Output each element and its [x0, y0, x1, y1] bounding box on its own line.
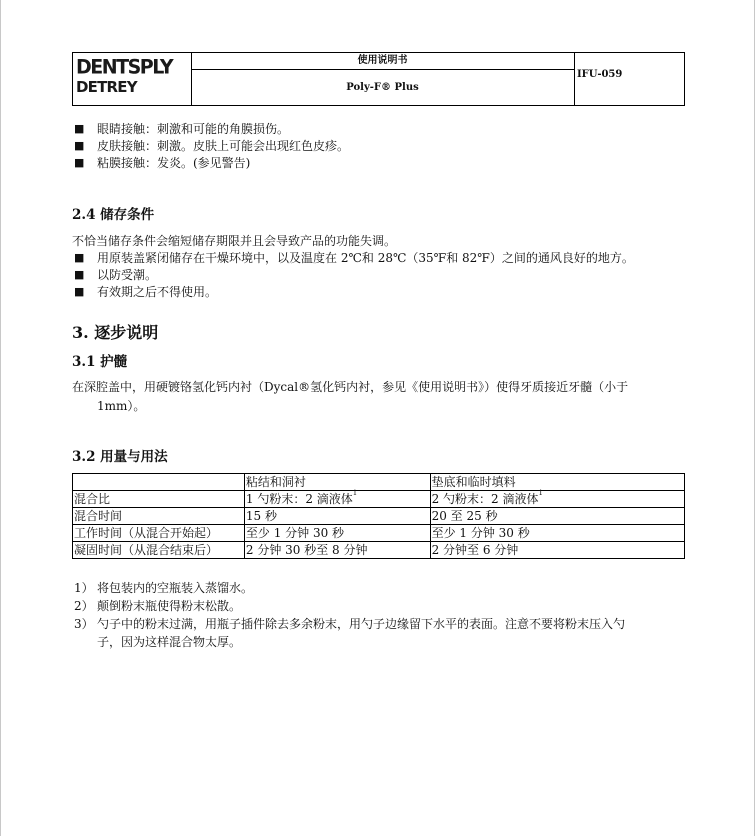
step-text: 将包装内的空瓶装入蒸馏水。: [97, 581, 254, 595]
table-cell: [430, 491, 684, 508]
table-header-cell: 粘结和洞衬: [244, 474, 430, 491]
table-cell: [244, 491, 430, 508]
storage-bullet-3: 有效期之后不得使用。: [97, 285, 218, 299]
step-text-continued: 子，因为这样混合物太厚。: [97, 635, 242, 649]
bullet-square-icon: ■: [74, 251, 85, 264]
storage-bullet-2: 以防受潮。: [97, 268, 158, 282]
table-cell: 至少 1 分钟 30 秒: [430, 525, 684, 542]
bullet-square-icon: ■: [74, 139, 85, 152]
bullet-square-icon: ■: [74, 156, 85, 169]
table-row: [73, 508, 685, 525]
section-2-4-intro: 不恰当储存条件会缩短储存期限并且会导致产品的功能失调。: [72, 234, 397, 248]
hazard-bullet-2: 皮肤接触：刺激。皮肤上可能会出现红色皮疹。: [97, 139, 350, 153]
table-cell: 工作时间（从混合开始起）: [73, 525, 245, 542]
hazard-bullet-1: 眼睛接触：刺激和可能的角膜损伤。: [97, 122, 290, 136]
table-cell: 凝固时间（从混合结束后）: [73, 542, 245, 559]
section-3-1-heading: 3.1 护髓: [72, 354, 128, 370]
table-header-row: [73, 474, 685, 491]
table-header-cell: 垫底和临时填料: [430, 474, 684, 491]
footnote-mark: 1: [352, 489, 358, 497]
footnote-mark: 1: [538, 489, 543, 497]
hazard-bullet-3: 粘膜接触：发炎。(参见警告): [97, 156, 251, 170]
company-logo: [73, 53, 192, 105]
table-cell: 至少 1 分钟 30 秒: [244, 525, 430, 542]
storage-bullet-1: 用原装盖紧闭储存在干燥环境中，以及温度在 2℃和 28℃（35℉和 82℉）之间的通风良好的地方。: [97, 251, 634, 265]
logo-line-2: DETREY: [76, 78, 137, 96]
table-cell: 2 分钟至 6 分钟: [430, 542, 684, 559]
table-cell: 20 至 25 秒: [430, 508, 684, 525]
section-3-1-text-line2: 1mm）。: [97, 399, 146, 413]
page-left-edge: [0, 0, 1, 836]
section-3-1-text-line1: 在深腔盖中，用硬镀铬氢化钙内衬（Dycal®氢化钙内衬，参见《使用说明书》）使得牙质接近牙髓（小于: [72, 380, 629, 394]
doc-code: IFU-059: [577, 69, 623, 80]
bullet-square-icon: ■: [74, 285, 85, 298]
table-cell: 15 秒: [244, 508, 430, 525]
logo-line-1: DENTSPLY: [76, 55, 173, 79]
table-cell-text: 1 勺粉末：2 滴液体: [245, 492, 353, 506]
section-2-4-heading: 2.4 储存条件: [72, 207, 155, 223]
table-row: [73, 542, 685, 559]
bullet-square-icon: ■: [74, 268, 85, 281]
table-row: [73, 491, 685, 508]
table-cell: 混合时间: [73, 508, 245, 525]
section-3-heading: 3. 逐步说明: [72, 323, 159, 342]
doc-type: 使用说明书: [191, 53, 574, 70]
table-cell-text: 2 勺粉末：2 滴液体: [431, 492, 539, 506]
table-cell: 混合比: [73, 491, 245, 508]
step-text: 勺子中的粉末过满，用瓶子插件除去多余粉末，用勺子边缘留下水平的表面。注意不要将粉末压入勺: [97, 617, 626, 631]
step-number: 2）: [74, 599, 94, 613]
document-header: [72, 52, 685, 106]
usage-table: [72, 473, 685, 559]
step-number: 3）: [74, 617, 94, 631]
product-name: Poly-F® Plus: [346, 82, 419, 93]
step-text: 颠倒粉末瓶使得粉末松散。: [97, 599, 242, 613]
step-number: 1）: [74, 581, 94, 595]
table-cell: 2 分钟 30 秒至 8 分钟: [244, 542, 430, 559]
section-3-2-heading: 3.2 用量与用法: [72, 449, 168, 465]
table-row: [73, 525, 685, 542]
header-title-cell: [191, 53, 575, 105]
table-header-cell: [73, 474, 245, 491]
bullet-square-icon: ■: [74, 122, 85, 135]
